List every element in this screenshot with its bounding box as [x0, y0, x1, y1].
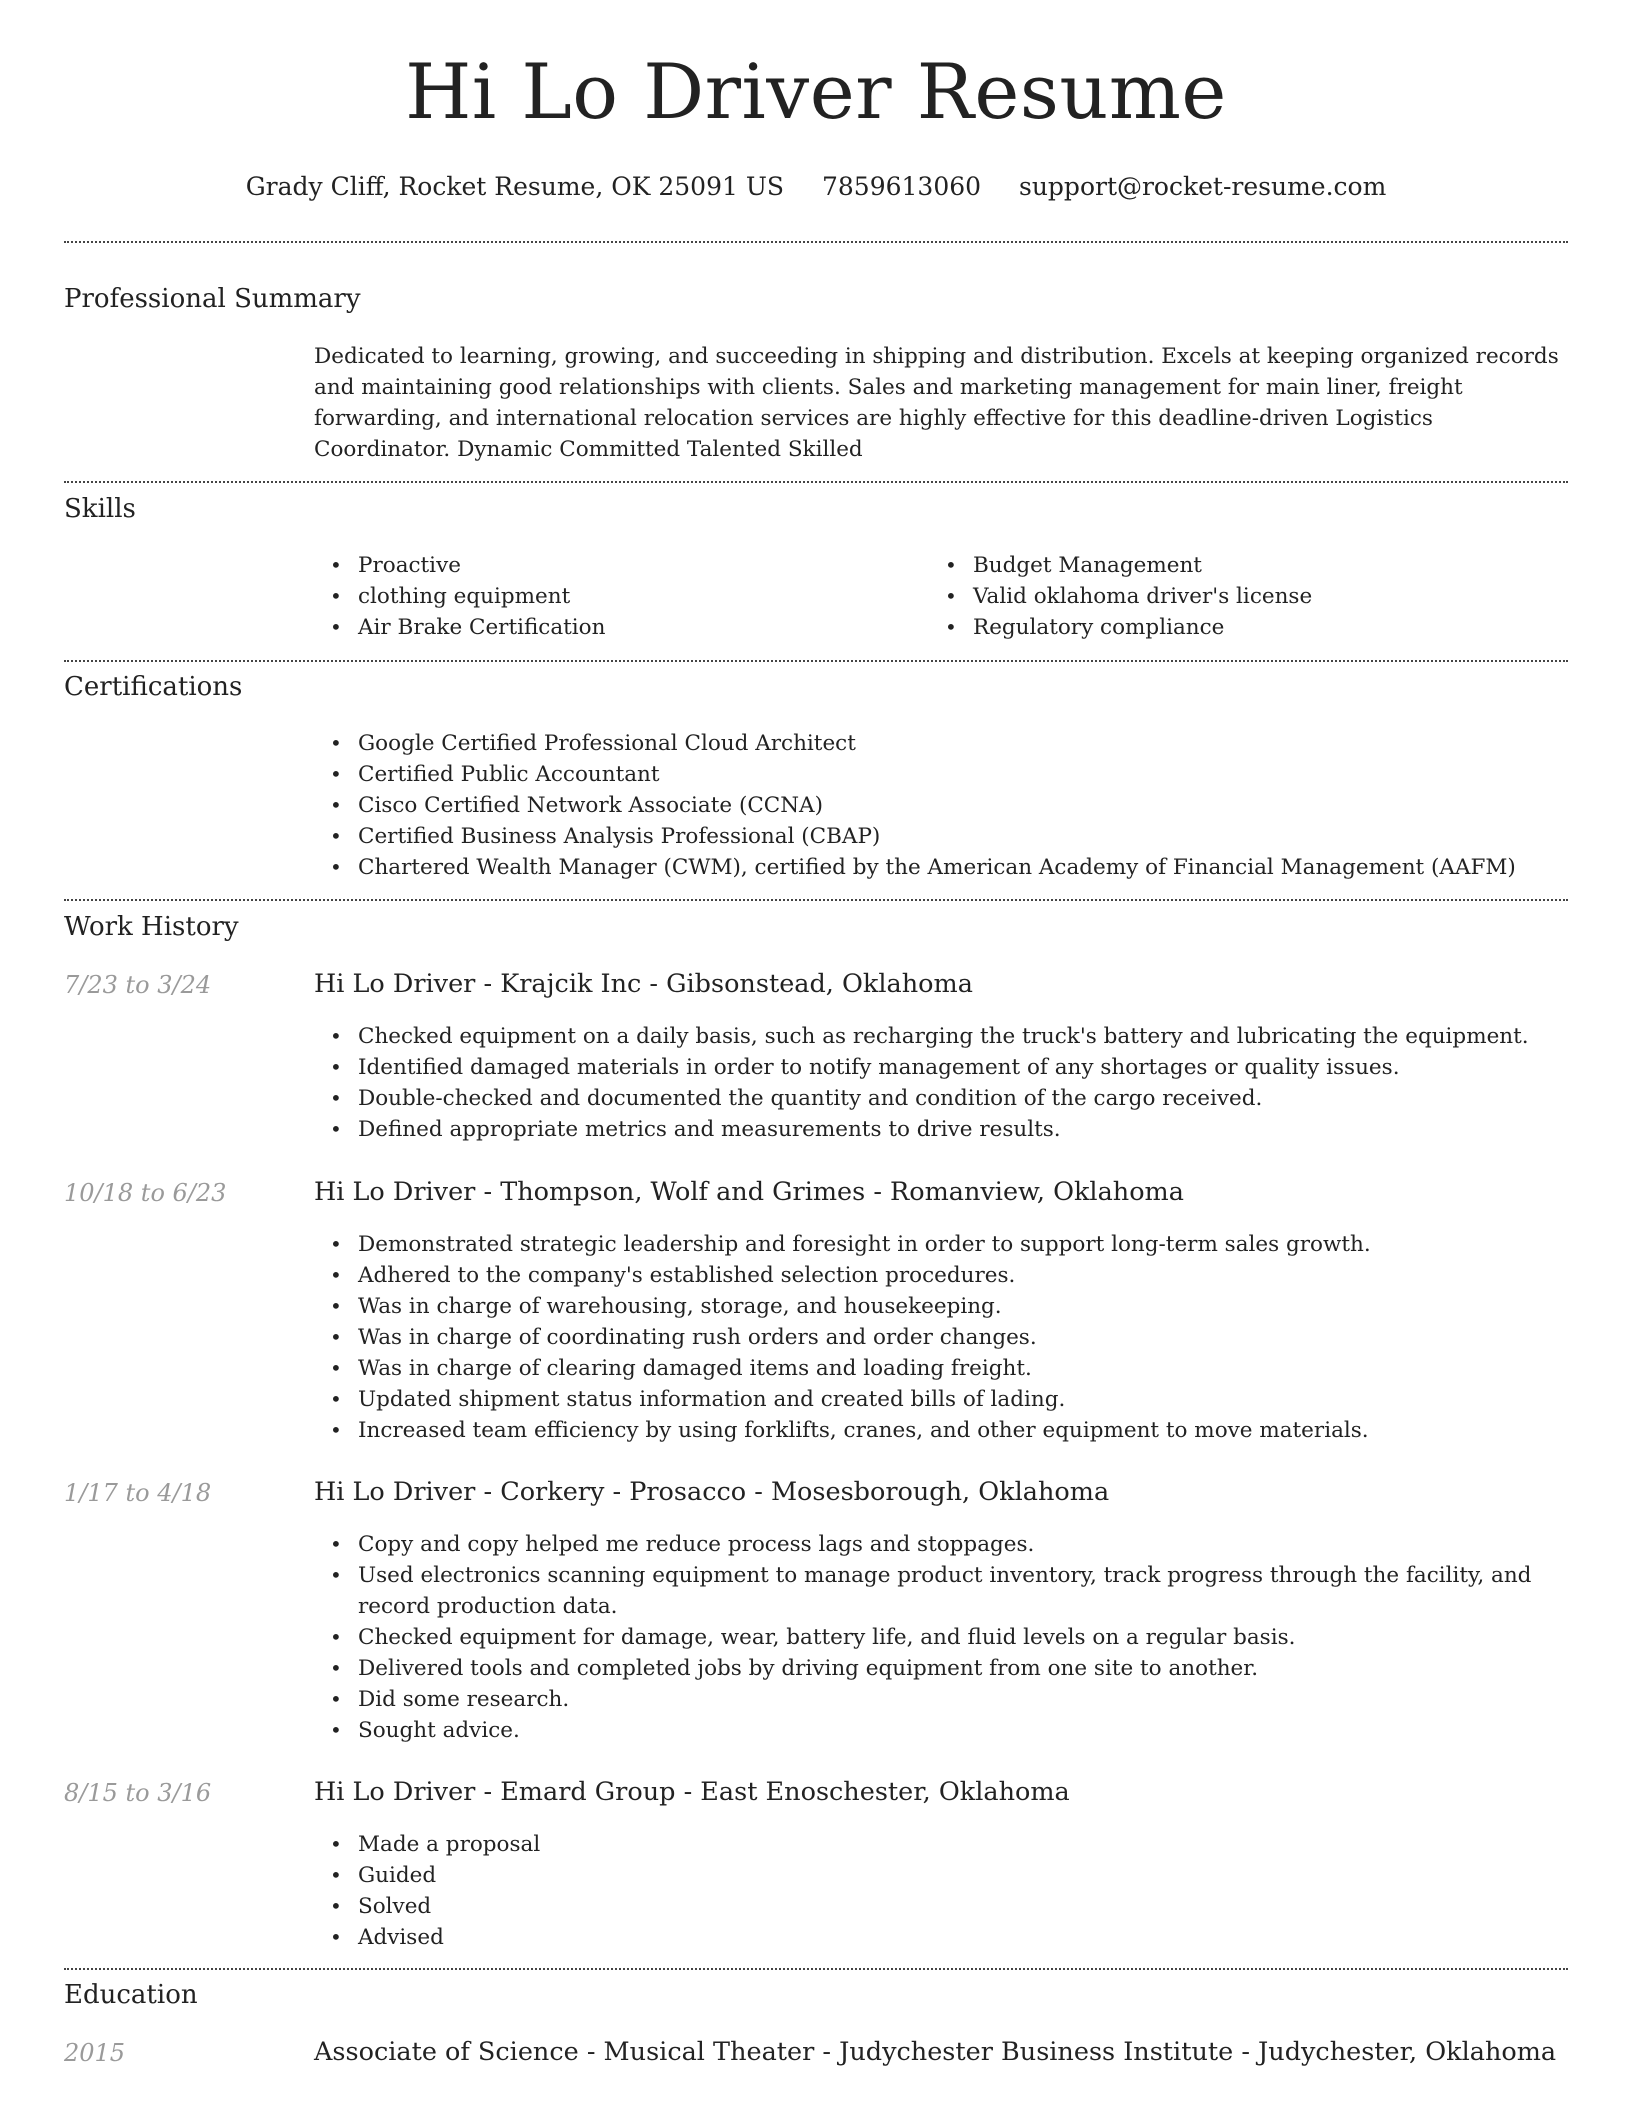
divider [64, 660, 1568, 662]
job-title: Hi Lo Driver - Corkery - Prosacco - Mosesborough, Oklahoma [314, 1477, 1110, 1507]
contact-address: Grady Cliff, Rocket Resume, OK 25091 US [245, 172, 785, 201]
skills-list-right [929, 550, 1559, 643]
job-bullet: • Defined appropriate metrics and measurements to drive results. [314, 1114, 1564, 1145]
skill-item: • Valid oklahoma driver's license [929, 581, 1559, 612]
certification-item: • Google Certified Professional Cloud Architect [314, 728, 1564, 759]
divider [64, 241, 1568, 243]
job-title: Hi Lo Driver - Thompson, Wolf and Grimes - Romanview, Oklahoma [314, 1177, 1184, 1207]
job-dates: 7/23 to 3/24 [64, 971, 212, 999]
skill-item: • Proactive [314, 550, 914, 581]
job-bullet: • Advised [314, 1922, 1564, 1953]
job-title: Hi Lo Driver - Krajcik Inc - Gibsonstead, Oklahoma [314, 969, 973, 999]
contact-line [0, 172, 1632, 201]
skill-item: • clothing equipment [314, 581, 914, 612]
job-bullet: • Checked equipment for damage, wear, battery life, and fluid levels on a regular basis. [314, 1622, 1544, 1653]
summary-text: Dedicated to learning, growing, and succeeding in shipping and distribution. Excels at keeping organized records and maintaining good relationships with clients. Sales and marketing management for main liner, freight forwarding, and international relocation services are highly effective for this deadline-driven Logistics Coordinator. Dynamic Committed Talented Skilled [314, 344, 1559, 462]
section-heading-summary: Professional Summary [64, 284, 361, 314]
job-bullet: • Double-checked and documented the quantity and condition of the cargo received. [314, 1083, 1564, 1114]
certification-item: • Chartered Wealth Manager (CWM), certified by the American Academy of Financial Management (AAFM) [314, 852, 1564, 883]
job-bullet: • Updated shipment status information and created bills of lading. [314, 1384, 1564, 1415]
section-heading-education: Education [64, 1980, 198, 2010]
job-bullets [314, 1829, 1564, 1953]
job-bullet: • Identified damaged materials in order to notify management of any shortages or quality issues. [314, 1052, 1564, 1083]
skills-list-left [314, 550, 914, 643]
job-dates: 1/17 to 4/18 [64, 1479, 212, 1507]
job-bullet: • Checked equipment on a daily basis, such as recharging the truck's battery and lubricating the equipment. [314, 1021, 1564, 1052]
job-bullet: • Was in charge of coordinating rush orders and order changes. [314, 1322, 1564, 1353]
section-heading-certifications: Certifications [64, 672, 243, 702]
job-dates: 10/18 to 6/23 [64, 1179, 227, 1207]
job-bullets [314, 1021, 1564, 1145]
job-dates: 8/15 to 3/16 [64, 1779, 212, 1807]
page-title: Hi Lo Driver Resume [405, 47, 1227, 136]
skill-item: • Budget Management [929, 550, 1559, 581]
section-heading-skills: Skills [64, 494, 136, 524]
job-title: Hi Lo Driver - Emard Group - East Enoschester, Oklahoma [314, 1777, 1070, 1807]
job-bullet: • Was in charge of clearing damaged items and loading freight. [314, 1353, 1564, 1384]
education-year: 2015 [64, 2039, 126, 2067]
certification-item: • Certified Business Analysis Professional (CBAP) [314, 821, 1564, 852]
job-bullet: • Demonstrated strategic leadership and foresight in order to support long-term sales growth. [314, 1229, 1564, 1260]
job-bullet: • Copy and copy helped me reduce process lags and stoppages. [314, 1529, 1544, 1560]
contact-phone: 7859613060 [821, 172, 982, 201]
education-title: Associate of Science - Musical Theater - Judychester Business Institute - Judychester, Oklahoma [314, 2037, 1557, 2067]
divider [64, 481, 1568, 483]
certifications-list [314, 728, 1564, 883]
job-bullet: • Guided [314, 1860, 1564, 1891]
job-bullet: • Made a proposal [314, 1829, 1564, 1860]
job-bullet: • Used electronics scanning equipment to manage product inventory, track progress through the facility, and record production data. [314, 1560, 1544, 1622]
job-bullets [314, 1529, 1544, 1746]
job-bullet: • Was in charge of warehousing, storage, and housekeeping. [314, 1291, 1564, 1322]
job-bullet: • Adhered to the company's established selection procedures. [314, 1260, 1564, 1291]
skill-item: • Air Brake Certification [314, 612, 914, 643]
certification-item: • Certified Public Accountant [314, 759, 1564, 790]
contact-email: support@rocket-resume.com [1019, 172, 1387, 201]
certification-item: • Cisco Certified Network Associate (CCNA) [314, 790, 1564, 821]
divider [64, 899, 1568, 901]
job-bullets [314, 1229, 1564, 1446]
job-bullet: • Solved [314, 1891, 1564, 1922]
job-bullet: • Sought advice. [314, 1715, 1544, 1746]
skill-item: • Regulatory compliance [929, 612, 1559, 643]
divider [64, 1968, 1568, 1970]
job-bullet: • Delivered tools and completed jobs by driving equipment from one site to another. [314, 1653, 1544, 1684]
job-bullet: • Did some research. [314, 1684, 1544, 1715]
job-bullet: • Increased team efficiency by using forklifts, cranes, and other equipment to move materials. [314, 1415, 1564, 1446]
section-heading-work-history: Work History [64, 912, 239, 942]
